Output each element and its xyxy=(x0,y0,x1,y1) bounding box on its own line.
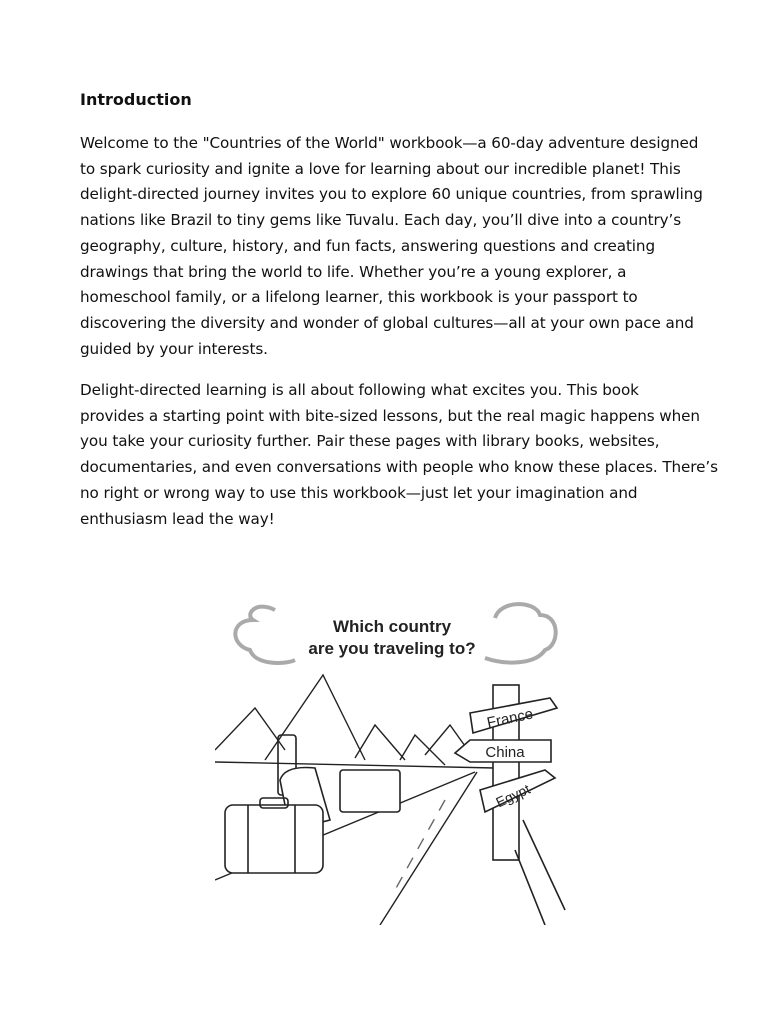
text-line: Delight-directed learning is all about following what excites you. This book xyxy=(80,381,639,399)
text-line: documentaries, and even conversations with people who know these places. There’s xyxy=(80,458,718,477)
page-heading: Introduction xyxy=(80,90,192,109)
signpost xyxy=(455,685,565,925)
illustration-title-line2: are you traveling to? xyxy=(308,639,476,658)
text-line: to spark curiosity and ignite a love for learning about our incredible planet! This xyxy=(80,159,681,178)
sign-egypt: Egypt xyxy=(493,780,533,811)
text-line: no right or wrong way to use this workbook—just let your imagination and xyxy=(80,483,638,502)
text-line: provides a starting point with bite-sized lessons, but the real magic happens when xyxy=(80,406,700,425)
intro-paragraph-1 xyxy=(80,131,703,362)
text-line: delight-directed journey invites you to explore 60 unique countries, from sprawling xyxy=(80,185,703,204)
mountains xyxy=(215,675,495,768)
intro-paragraph-2 xyxy=(80,378,718,532)
text-line: enthusiasm lead the way! xyxy=(80,509,275,528)
illustration-title-line1: Which country xyxy=(332,617,452,636)
suitcase-icon xyxy=(225,735,400,873)
text-line: guided by your interests. xyxy=(80,339,268,358)
text-line: Welcome to the "Countries of the World" workbook—a 60-day adventure designed xyxy=(80,134,699,152)
text-line: homeschool family, or a lifelong learner, this workbook is your passport to xyxy=(80,288,638,307)
text-line: nations like Brazil to tiny gems like Tuvalu. Each day, you’ll dive into a country’s xyxy=(80,211,682,230)
sign-china: China xyxy=(485,744,525,761)
sign-france: France xyxy=(485,705,535,732)
text-line: geography, culture, history, and fun facts, answering questions and creating xyxy=(80,236,655,255)
text-line: drawings that bring the world to life. Whether you’re a young explorer, a xyxy=(80,262,627,281)
travel-illustration xyxy=(215,590,570,925)
text-line: discovering the diversity and wonder of global cultures—all at your own pace and xyxy=(80,313,694,332)
text-line: you take your curiosity further. Pair these pages with library books, websites, xyxy=(80,432,660,451)
